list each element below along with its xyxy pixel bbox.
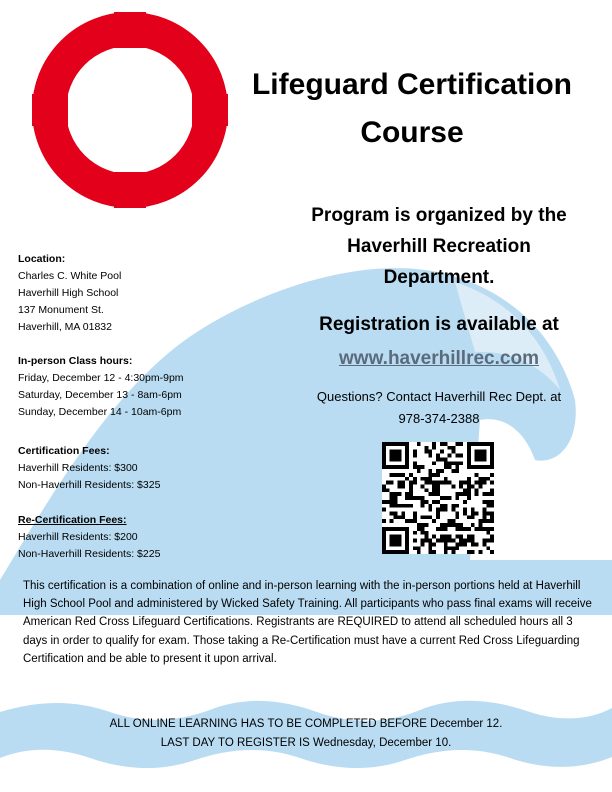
organizer-line1: Program is organized by the <box>311 205 567 226</box>
organizer-line3: Department. <box>383 267 495 288</box>
notice-line1: ALL ONLINE LEARNING HAS TO BE COMPLETED BEFORE December 12. <box>109 718 503 730</box>
class-hours-line: Saturday, December 13 - 8am-6pm <box>18 389 182 401</box>
contact-block <box>282 386 596 430</box>
course-title-line2: Course <box>360 116 464 149</box>
recert-fees-section <box>18 512 160 563</box>
location-line: Charles C. White Pool <box>18 270 122 282</box>
cert-fees-line: Non-Haverhill Residents: $325 <box>18 479 161 491</box>
organizer-line2: Haverhill Recreation <box>347 236 531 257</box>
location-line: Haverhill, MA 01832 <box>18 321 112 333</box>
location-line: 137 Monument St. <box>18 304 104 316</box>
class-hours-heading: In-person Class hours: <box>18 355 133 367</box>
notice-line2: LAST DAY TO REGISTER IS Wednesday, December 10. <box>160 737 452 749</box>
registration-link[interactable]: www.haverhillrec.com <box>339 348 539 369</box>
life-buoy-icon <box>30 10 230 210</box>
location-line: Haverhill High School <box>18 287 119 299</box>
recert-fees-heading: Re-Certification Fees: <box>18 514 127 526</box>
notice-block <box>40 715 572 753</box>
recert-fees-line: Haverhill Residents: $200 <box>18 531 138 543</box>
cert-fees-line: Haverhill Residents: $300 <box>18 462 138 474</box>
location-heading: Location: <box>18 253 66 265</box>
recert-fees-line: Non-Haverhill Residents: $225 <box>18 548 161 560</box>
description-paragraph: This certification is a combination of online and in-person learning with the in-person portions held at Haverhill High School Pool and administered by Wicked Safety Training. All participants who pass final exams will receive American Red Cross Lifeguard Certifications. Registrants are REQUIRED to attend all scheduled hours all 3 days in order to qualify for exam. Those taking a Re-Certification must have a current Red Cross Lifeguarding Certification and be able to present it upon arrival. <box>23 580 592 665</box>
registration-text: Registration is available at <box>319 314 559 335</box>
class-hours-section <box>18 353 184 421</box>
cert-fees-section <box>18 443 160 494</box>
organizer-block <box>282 200 596 293</box>
course-title-line1: Lifeguard Certification <box>251 68 573 101</box>
class-hours-line: Friday, December 12 - 4:30pm-9pm <box>18 372 184 384</box>
qr-code-icon[interactable] <box>382 442 494 554</box>
contact-line: Questions? Contact Haverhill Rec Dept. at <box>316 389 562 404</box>
location-section <box>18 251 121 336</box>
cert-fees-heading: Certification Fees: <box>18 445 110 457</box>
contact-phone: 978-374-2388 <box>398 411 480 426</box>
class-hours-line: Sunday, December 14 - 10am-6pm <box>18 406 182 418</box>
